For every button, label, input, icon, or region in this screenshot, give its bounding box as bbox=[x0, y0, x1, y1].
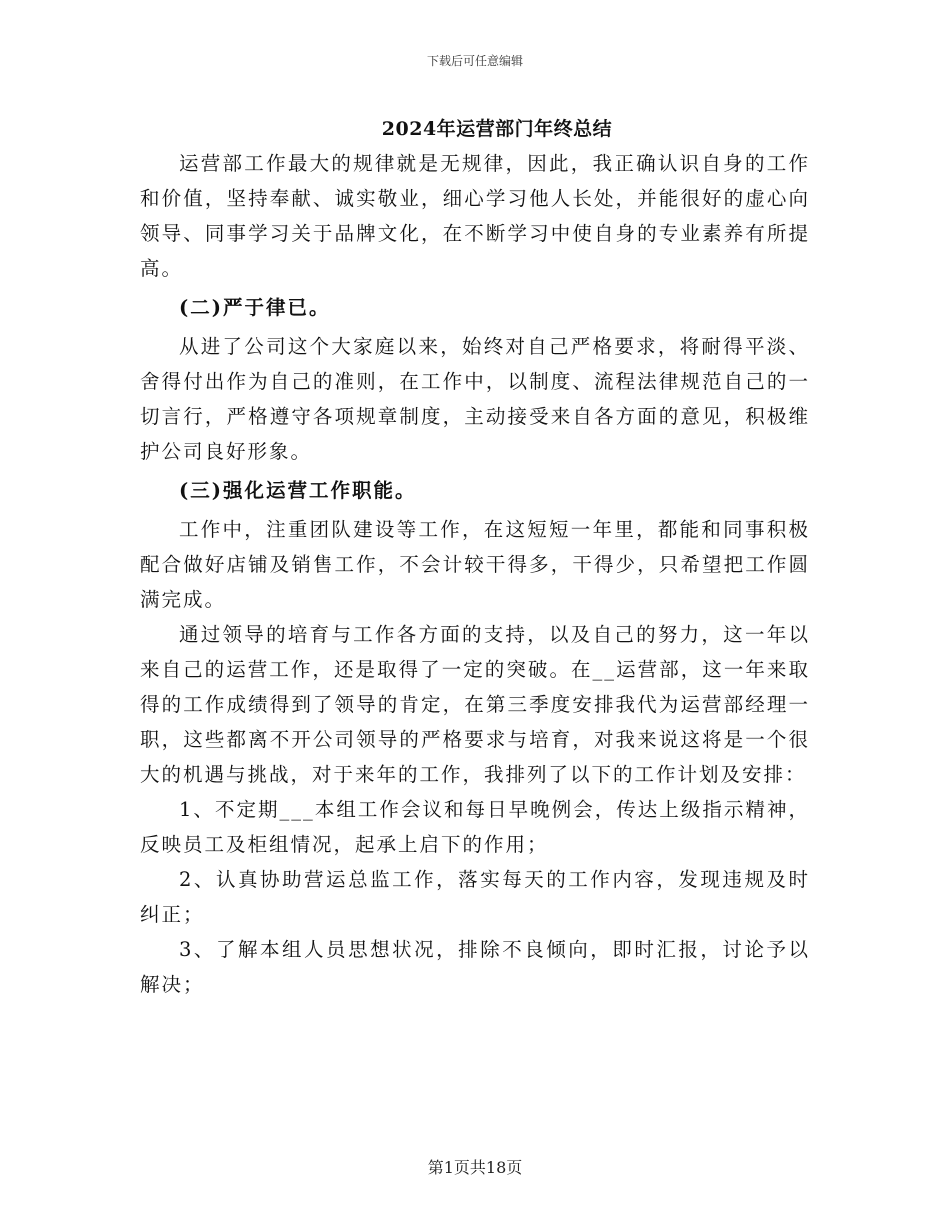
document-title: 2024年运营部门年终总结 bbox=[381, 118, 613, 140]
list-item: 3、了解本组人员思想状况，排除不良倾向，即时汇报，讨论予以解决； bbox=[140, 938, 810, 996]
paragraph: 工作中，注重团队建设等工作，在这短短一年里，都能和同事积极配合做好店铺及销售工作，不会计较干得多，干得少，只希望把工作圆满完成。 bbox=[140, 518, 810, 611]
list-item: 2、认真协助营运总监工作，落实每天的工作内容，发现违规及时纠正； bbox=[140, 868, 810, 926]
page-number: 第1页共18页 bbox=[427, 1158, 523, 1177]
header-note: 下载后可任意编辑 bbox=[426, 54, 523, 68]
paragraph: 运营部工作最大的规律就是无规律，因此，我正确认识自身的工作和价值，坚持奉献、诚实敬业，细心学习他人长处，并能很好的虚心向领导、同事学习关于品牌文化，在不断学习中使自身的专业素养有所提高。 bbox=[140, 152, 810, 280]
paragraph: 通过领导的培育与工作各方面的支持，以及自己的努力，这一年以来自己的运营工作，还是取得了一定的突破。在__运营部，这一年来取得的工作成绩得到了领导的肯定，在第三季度安排我代为运营部经理一职，这些都离不开公司领导的严格要求与培育，对我来说这将是一个很大的机遇与挑战，对于来年的工作，我排列了以下的工作计划及安排： bbox=[140, 623, 810, 786]
document-body bbox=[140, 146, 810, 1002]
section-heading: (三)强化运营工作职能。 bbox=[179, 479, 417, 502]
section-heading: (二)严于律已。 bbox=[179, 296, 331, 319]
paragraph: 从进了公司这个大家庭以来，始终对自己严格要求，将耐得平淡、舍得付出作为自己的准则，在工作中，以制度、流程法律规范自己的一切言行，严格遵守各项规章制度，主动接受来自各方面的意见，积极维护公司良好形象。 bbox=[140, 335, 810, 463]
list-item: 1、不定期___本组工作会议和每日早晚例会，传达上级指示精神，反映员工及柜组情况，起承上启下的作用； bbox=[140, 798, 810, 856]
